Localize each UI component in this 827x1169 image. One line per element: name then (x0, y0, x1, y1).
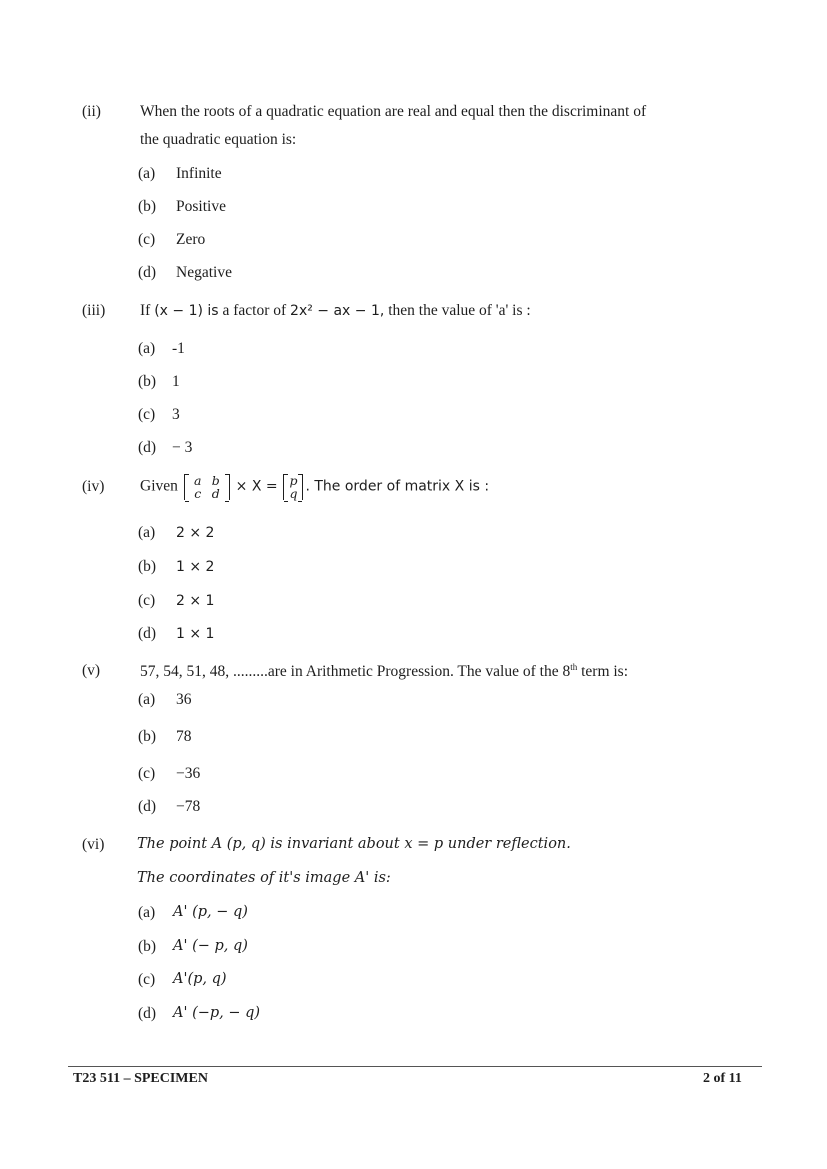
option-label: (d) (138, 264, 157, 281)
question-text-line: The point A (p, q) is invariant about x = p under reflection. (137, 836, 571, 852)
matrix-cell: d (211, 486, 220, 501)
question-number: (iv) (82, 478, 105, 495)
option-text: A' (−p, − q) (173, 1005, 261, 1021)
option-text: 1 × 1 (176, 626, 215, 642)
matrix-cell: p (289, 473, 298, 488)
option-text: 2 × 2 (176, 525, 215, 541)
option-text: 78 (176, 728, 192, 745)
option-label: (c) (138, 231, 156, 248)
question-text-main: 57, 54, 51, 48, .........are in Arithmetic Progression. The value of the 8 (140, 663, 571, 681)
question-number: (iii) (82, 302, 106, 319)
option-text: Negative (176, 264, 232, 281)
matrix-cell: b (211, 473, 220, 488)
question-text-end: term is: (577, 663, 629, 681)
question-number: (ii) (82, 103, 101, 120)
option-label: (b) (138, 373, 157, 390)
question-text-line: When the roots of a quadratic equation are real and equal then the discriminant of (140, 103, 647, 120)
option-label: (d) (138, 1005, 157, 1022)
question-suffix: . The order of matrix X is : (305, 478, 490, 495)
option-text: −78 (176, 798, 201, 815)
option-label: (b) (138, 558, 157, 575)
matrix-pq (283, 474, 303, 500)
option-label: (b) (138, 938, 157, 955)
question-number: (vi) (82, 836, 105, 853)
option-text: 36 (176, 691, 192, 708)
question-text-line: the quadratic equation is: (140, 131, 297, 148)
paper-code: T23 511 – SPECIMEN (73, 1071, 208, 1086)
polynomial-expression: 2x² − ax − 1, (290, 303, 385, 319)
option-text: 1 × 2 (176, 559, 215, 575)
option-label: (a) (138, 165, 156, 182)
option-text: 2 × 1 (176, 593, 215, 609)
option-text: Positive (176, 198, 226, 215)
given-label: Given (140, 477, 178, 495)
option-label: (a) (138, 904, 156, 921)
option-label: (c) (138, 971, 156, 988)
question-text (140, 662, 628, 681)
option-label: (a) (138, 340, 156, 357)
option-label: (c) (138, 765, 156, 782)
option-label: (b) (138, 198, 157, 215)
option-text: Infinite (176, 165, 222, 182)
option-label: (c) (138, 592, 156, 609)
footer-divider (68, 1066, 762, 1067)
option-label: (d) (138, 625, 157, 642)
option-label: (a) (138, 691, 156, 708)
option-text: 3 (172, 406, 180, 423)
ordinal-suffix: th (570, 662, 578, 672)
option-text: −36 (176, 765, 201, 782)
option-label: (d) (138, 439, 157, 456)
option-label: (a) (138, 524, 156, 541)
option-text: − 3 (172, 439, 193, 456)
question-prefix: If (140, 302, 155, 319)
question-text-line: The coordinates of it's image A' is: (137, 870, 391, 886)
option-text: Zero (176, 231, 206, 248)
option-label: (d) (138, 798, 157, 815)
option-text: -1 (172, 340, 185, 357)
times-x-equals: × X = (235, 478, 278, 495)
matrix-abcd (184, 474, 230, 500)
question-mid: a factor of (218, 302, 291, 319)
question-number: (v) (82, 662, 101, 679)
question-text (140, 302, 531, 320)
matrix-cell: q (289, 486, 298, 501)
option-text: A' (− p, q) (173, 938, 248, 954)
factor-expression: (x − 1) is (154, 303, 219, 319)
matrix-cell: c (194, 486, 202, 501)
page-number: 2 of 11 (703, 1071, 742, 1086)
option-text: A'(p, q) (173, 971, 227, 987)
question-text (140, 474, 489, 500)
question-suffix: then the value of 'a' is : (384, 302, 531, 319)
option-text: A' (p, − q) (173, 904, 248, 920)
option-label: (c) (138, 406, 156, 423)
option-text: 1 (172, 373, 180, 390)
matrix-cell: a (194, 473, 202, 488)
option-label: (b) (138, 728, 157, 745)
